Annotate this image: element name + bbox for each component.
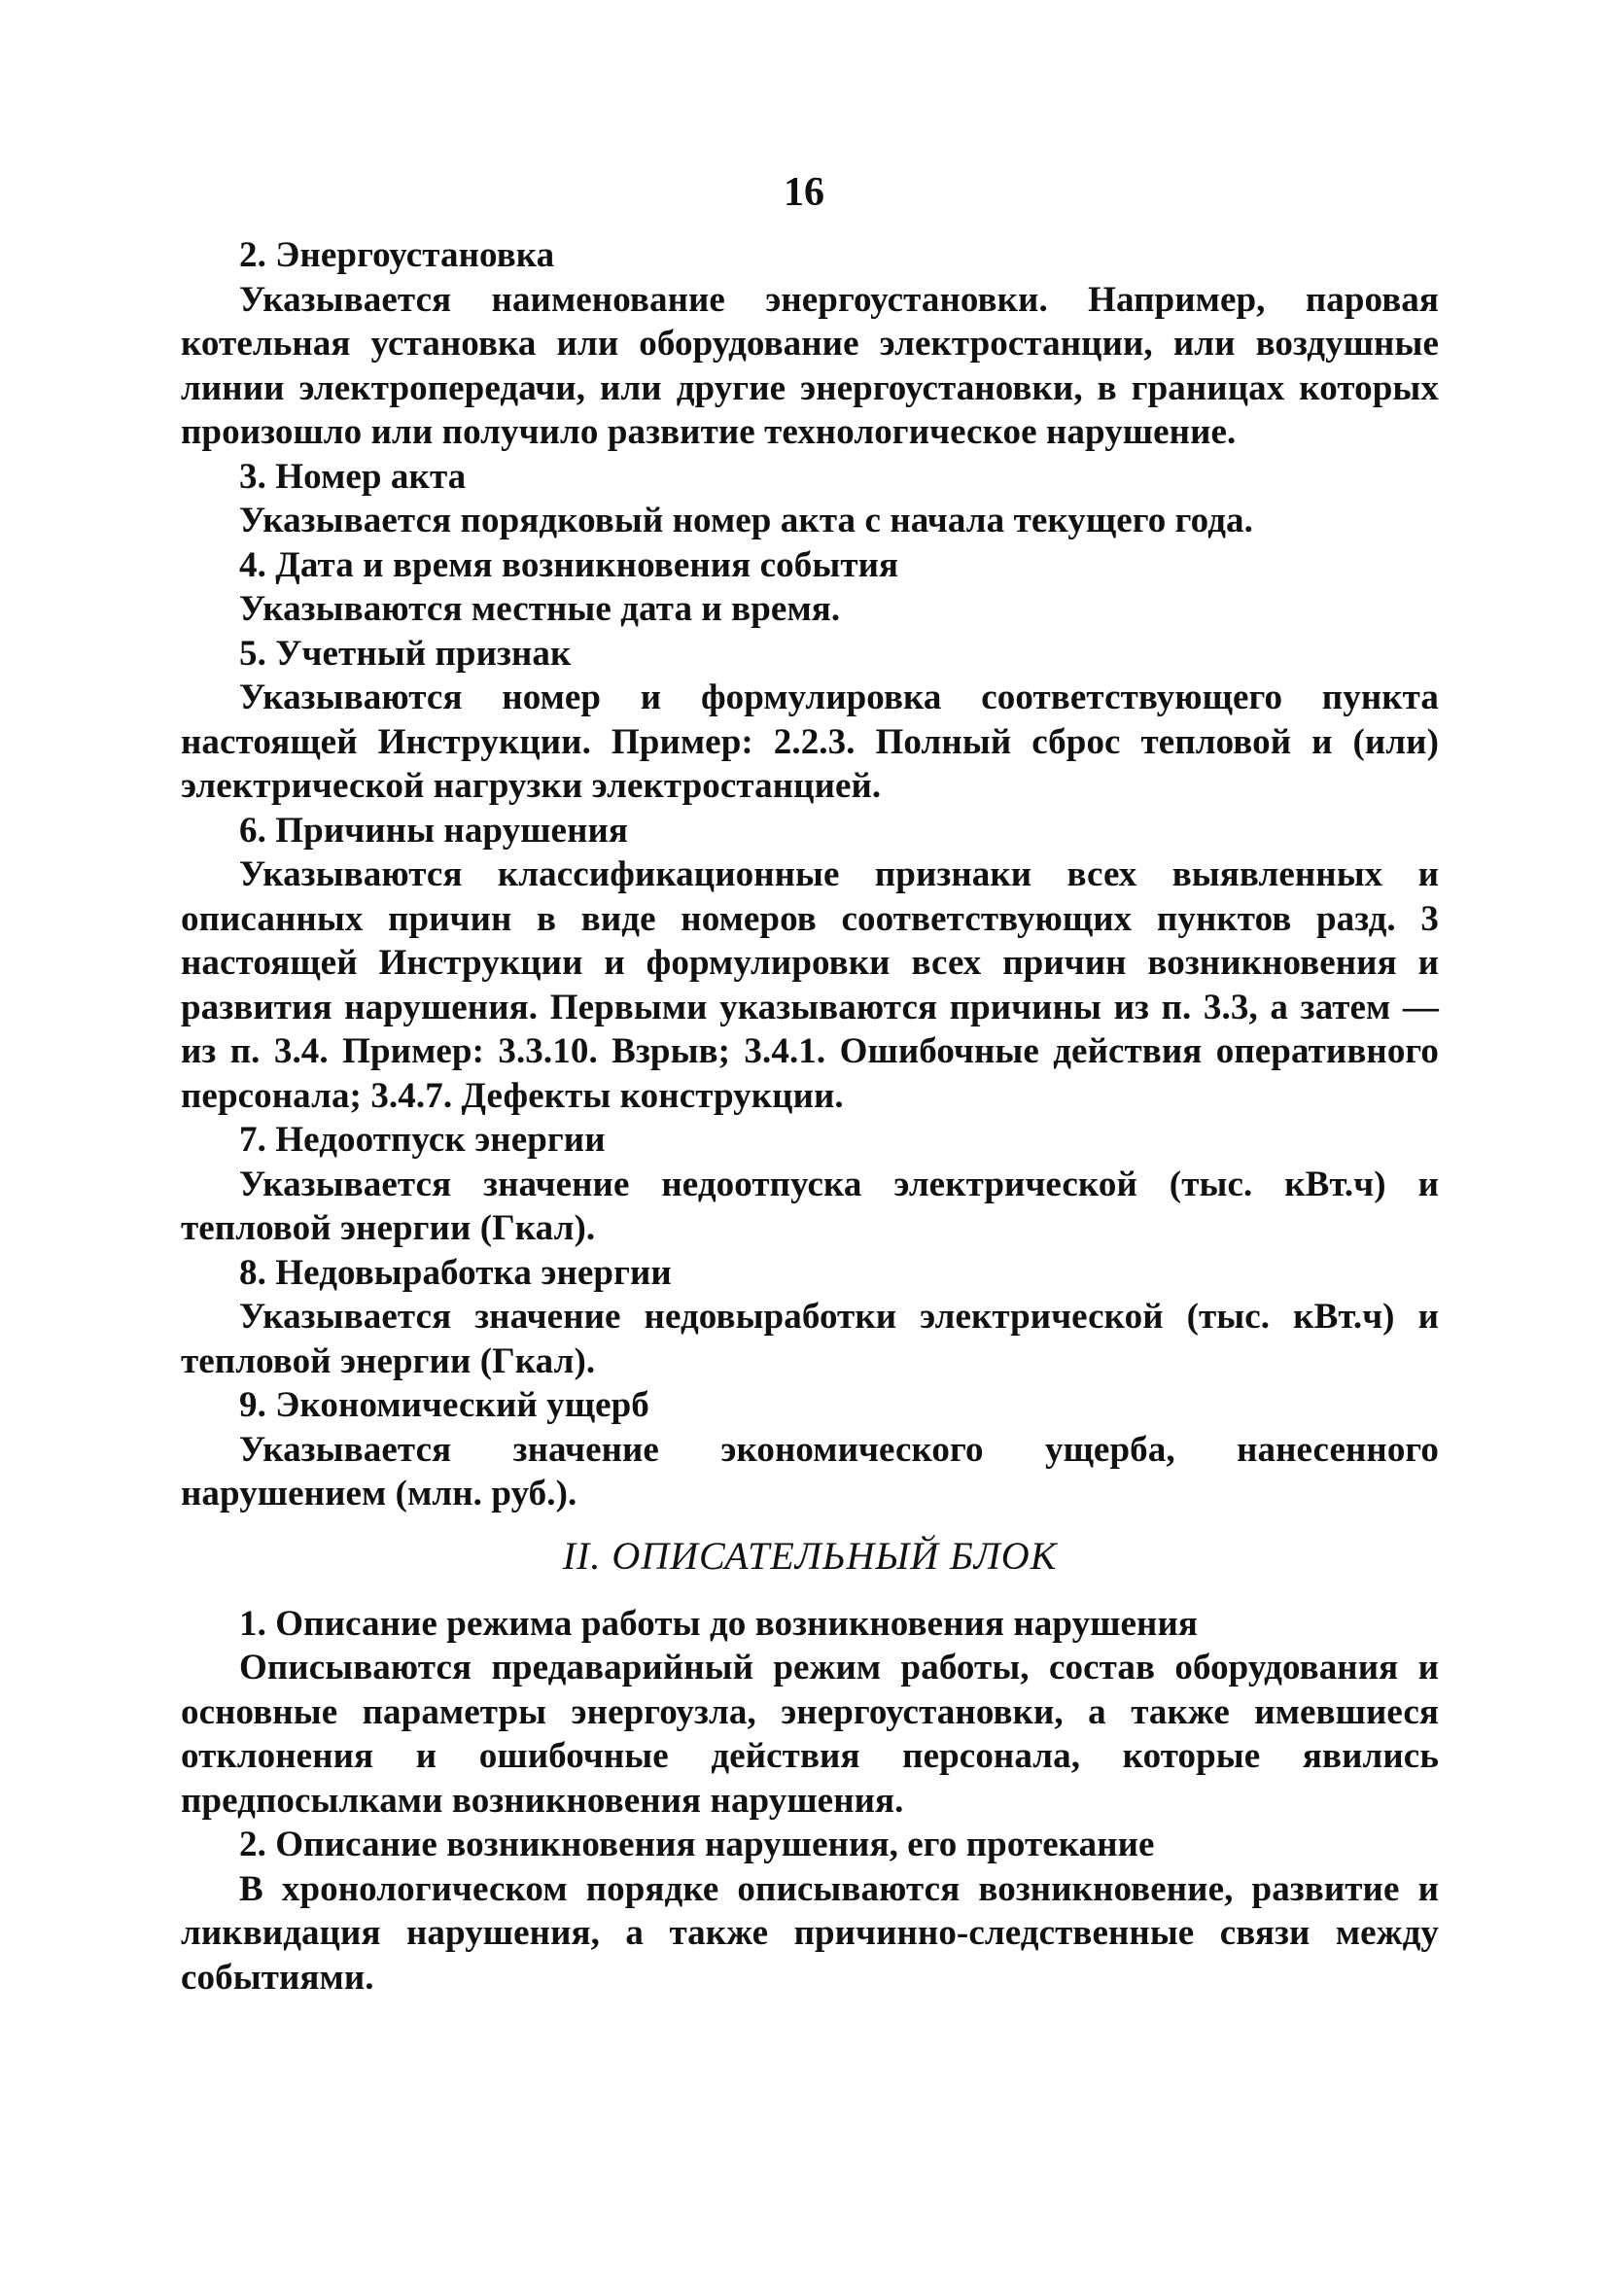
item-text: Указывается наименование энергоустановки. Например, паровая котельная установка или оборудование электростанции, или воздушные линии электропередачи, или другие энергоустановки, в границах которых произошло или получило развитие технологическое нарушение. <box>181 279 1439 452</box>
item-act-number <box>181 455 1439 543</box>
item-energy-undersupply <box>181 1118 1439 1251</box>
item-text: Указывается порядковый номер акта с начала текущего года. <box>239 501 1253 540</box>
item-text: Указывается значение недоотпуска электрической (тыс. кВт.ч) и тепловой энергии (Гкал). <box>181 1164 1439 1248</box>
item-heading: 2. Описание возникновения нарушения, его протекание <box>239 1825 1155 1864</box>
item-heading: 1. Описание режима работы до возникновения нарушения <box>239 1603 1199 1644</box>
item-event-datetime <box>181 543 1439 632</box>
item-accounting-attribute <box>181 632 1439 809</box>
item-text: Указываются классификационные признаки всех выявленных и описанных причин в виде номеров соответствующих пунктов разд. 3 настоящей Инструкции и формулировки всех причин возникновения и развития нарушения. Первыми указываются причины из п. 3.3, а затем — из п. 3.4. Пример: 3.3.10. Взрыв; 3.4.1. Ошибочные действия оперативного персонала; 3.4.7. Дефекты конструкции. <box>181 854 1439 1116</box>
item-violation-course <box>181 1823 1439 2000</box>
item-pre-violation-mode <box>181 1602 1439 1824</box>
page-number: 16 <box>784 170 824 215</box>
item-heading: 6. Причины нарушения <box>239 810 629 851</box>
item-economic-damage <box>181 1383 1439 1516</box>
item-heading: 7. Недоотпуск энергии <box>239 1120 606 1160</box>
item-text: Описываются предаварийный режим работы, состав оборудования и основные параметры энергоузла, энергоустановки, а также имевшиеся отклонения и ошибочные действия персонала, которые явились предпосылками возникновения нарушения. <box>181 1648 1439 1821</box>
item-text: Указывается значение экономического ущерба, нанесенного нарушением (млн. руб.). <box>181 1429 1439 1513</box>
item-text: Указываются местные дата и время. <box>239 589 841 629</box>
section-title: II. ОПИСАТЕЛЬНЫЙ БЛОК <box>562 1533 1058 1578</box>
item-violation-causes <box>181 809 1439 1119</box>
page-content <box>181 233 1439 2000</box>
item-energy-underproduction <box>181 1251 1439 1384</box>
item-heading: 2. Энергоустановка <box>239 235 555 275</box>
item-heading: 3. Номер акта <box>239 456 467 497</box>
item-heading: 4. Дата и время возникновения события <box>239 544 899 585</box>
item-heading: 5. Учетный признак <box>239 633 572 674</box>
item-text: Указываются номер и формулировка соответствующего пункта настоящей Инструкции. Пример: 2.2.3. Полный сброс тепловой и (или) электрической нагрузки электростанцией. <box>181 678 1439 806</box>
item-text: Указывается значение недовыработки электрической (тыс. кВт.ч) и тепловой энергии (Гкал). <box>181 1297 1439 1381</box>
item-heading: 8. Недовыработка энергии <box>239 1252 672 1293</box>
item-text: В хронологическом порядке описываются возникновение, развитие и ликвидация нарушения, а также причинно-следственные связи между событиями. <box>181 1868 1439 1998</box>
item-energy-installation <box>181 233 1439 455</box>
item-heading: 9. Экономический ущерб <box>239 1385 649 1425</box>
